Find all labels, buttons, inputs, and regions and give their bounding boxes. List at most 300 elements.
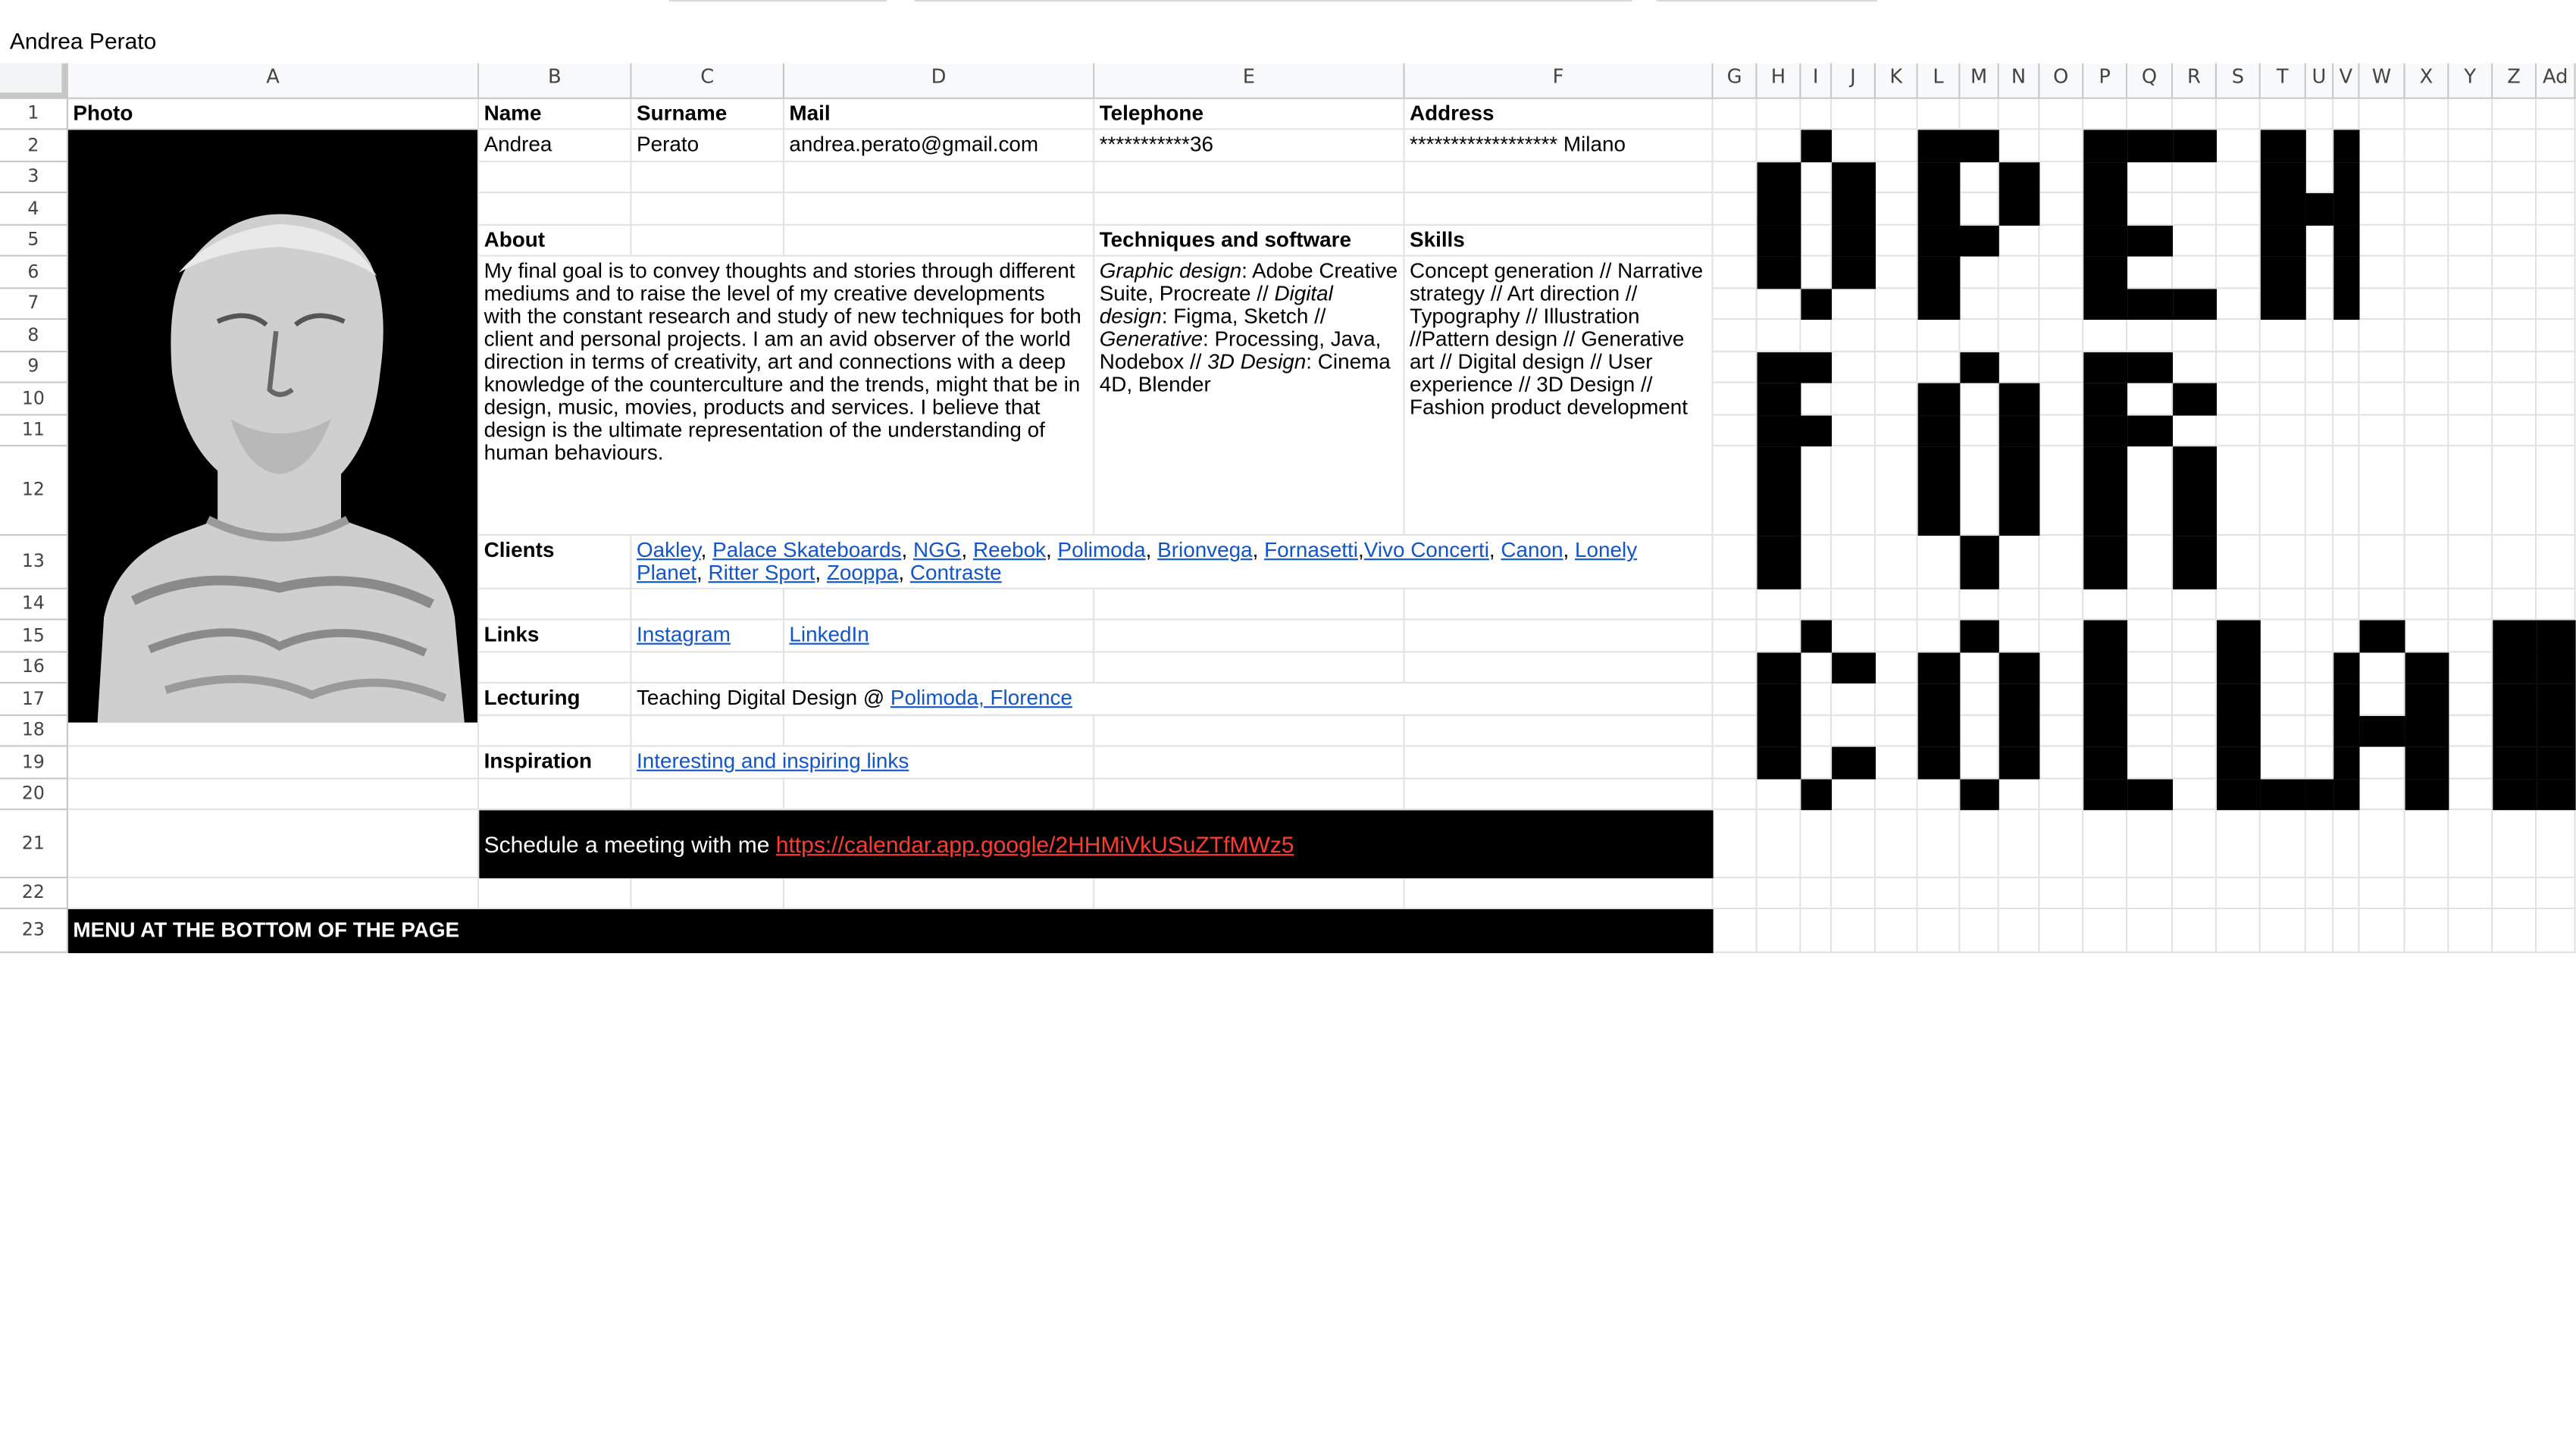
pixel-art-cell[interactable] [1758,193,1801,226]
pixel-art-cell[interactable] [1758,536,1801,589]
empty-cell[interactable] [2083,99,2127,130]
empty-cell[interactable] [2537,878,2575,909]
empty-cell[interactable] [784,226,1094,257]
empty-cell[interactable] [1876,536,1918,589]
empty-cell[interactable] [2083,589,2127,621]
column-header[interactable]: F [1405,64,1714,99]
inspiration-link[interactable]: Interesting and inspiring links [637,748,909,773]
pixel-art-cell[interactable] [1918,226,1961,257]
toolbar-tab[interactable] [1657,0,1877,2]
pixel-art-cell[interactable] [2493,747,2537,780]
header-surname[interactable]: Surname [632,99,784,130]
pixel-art-cell[interactable] [2537,716,2575,747]
pixel-art-cell[interactable] [2173,289,2217,320]
pixel-art-cell[interactable] [1758,446,1801,536]
pixel-art-cell[interactable] [2083,780,2127,811]
column-header[interactable]: B [479,64,631,99]
toolbar-tab[interactable] [914,0,1632,2]
empty-cell[interactable] [2173,909,2217,953]
client-link[interactable]: Canon [1501,537,1563,562]
address-value[interactable]: ****************** Milano [1405,130,1714,162]
empty-cell[interactable] [2173,683,2217,716]
row-header[interactable]: 15 [0,621,68,653]
pixel-art-cell[interactable] [2083,716,2127,747]
select-all-corner[interactable] [0,64,68,99]
empty-cell[interactable] [2306,383,2333,416]
pixel-art-cell[interactable] [2083,226,2127,257]
empty-cell[interactable] [2493,130,2537,162]
empty-cell[interactable] [2261,909,2306,953]
pixel-art-cell[interactable] [2083,536,2127,589]
column-header[interactable]: Y [2449,64,2493,99]
pixel-art-cell[interactable] [2333,257,2359,289]
empty-cell[interactable] [2449,99,2493,130]
pixel-art-cell[interactable] [1918,162,1961,193]
row-header[interactable]: 16 [0,652,68,683]
empty-cell[interactable] [1876,193,1918,226]
empty-cell[interactable] [2217,383,2261,416]
empty-cell[interactable] [2261,320,2306,352]
pixel-art-cell[interactable] [2261,780,2306,811]
empty-cell[interactable] [1832,383,1876,416]
empty-cell[interactable] [2537,257,2575,289]
column-header[interactable]: H [1758,64,1801,99]
empty-cell[interactable] [2261,683,2306,716]
empty-cell[interactable] [2127,909,2173,953]
pixel-art-cell[interactable] [2217,780,2261,811]
pixel-art-cell[interactable] [2173,446,2217,536]
name-value[interactable]: Andrea [479,130,631,162]
empty-cell[interactable] [1801,878,1832,909]
pixel-art-cell[interactable] [1960,536,1999,589]
row-header[interactable]: 13 [0,536,68,589]
pixel-art-cell[interactable] [2333,289,2359,320]
empty-cell[interactable] [1960,193,1999,226]
empty-cell[interactable] [2360,320,2405,352]
pixel-art-cell[interactable] [2173,383,2217,416]
empty-cell[interactable] [1801,446,1832,536]
empty-cell[interactable] [1876,747,1918,780]
empty-cell[interactable] [2039,716,2083,747]
empty-cell[interactable] [1960,810,1999,878]
empty-cell[interactable] [2217,416,2261,447]
column-header[interactable]: M [1960,64,1999,99]
empty-cell[interactable] [68,780,479,811]
empty-cell[interactable] [1094,878,1404,909]
empty-cell[interactable] [2039,99,2083,130]
row-header[interactable]: 6 [0,257,68,289]
empty-cell[interactable] [1758,99,1801,130]
empty-cell[interactable] [1876,383,1918,416]
empty-cell[interactable] [2405,352,2449,383]
empty-cell[interactable] [2333,383,2359,416]
empty-cell[interactable] [2306,289,2333,320]
empty-cell[interactable] [2405,536,2449,589]
empty-cell[interactable] [2261,99,2306,130]
pixel-art-cell[interactable] [1758,383,1801,416]
empty-cell[interactable] [1876,683,1918,716]
pixel-art-cell[interactable] [2083,130,2127,162]
empty-cell[interactable] [2306,99,2333,130]
empty-cell[interactable] [2537,416,2575,447]
empty-cell[interactable] [784,716,1094,747]
pixel-art-cell[interactable] [1999,747,2040,780]
column-header[interactable]: U [2306,64,2333,99]
pixel-art-cell[interactable] [2083,446,2127,536]
column-header[interactable]: O [2039,64,2083,99]
pixel-art-cell[interactable] [1918,747,1961,780]
pixel-art-cell[interactable] [2493,716,2537,747]
client-link[interactable]: Palace Skateboards [712,537,902,562]
empty-cell[interactable] [2039,878,2083,909]
column-header[interactable]: Ad [2537,64,2575,99]
empty-cell[interactable] [2217,162,2261,193]
empty-cell[interactable] [1999,878,2040,909]
empty-cell[interactable] [2306,716,2333,747]
row-header[interactable]: 14 [0,589,68,621]
empty-cell[interactable] [2360,652,2405,683]
empty-cell[interactable] [2405,130,2449,162]
empty-cell[interactable] [2127,716,2173,747]
empty-cell[interactable] [1876,810,1918,878]
empty-cell[interactable] [2405,320,2449,352]
empty-cell[interactable] [2039,130,2083,162]
empty-cell[interactable] [2405,446,2449,536]
empty-cell[interactable] [2493,878,2537,909]
empty-cell[interactable] [1801,909,1832,953]
empty-cell[interactable] [1832,352,1876,383]
empty-cell[interactable] [2217,909,2261,953]
empty-cell[interactable] [1801,320,1832,352]
row-header[interactable]: 19 [0,747,68,780]
row-header[interactable]: 17 [0,683,68,716]
empty-cell[interactable] [2261,446,2306,536]
client-link[interactable]: Ritter Sport [708,560,815,585]
empty-cell[interactable] [1960,162,1999,193]
empty-cell[interactable] [1876,716,1918,747]
client-link[interactable]: Oakley [637,537,701,562]
empty-cell[interactable] [2173,747,2217,780]
empty-cell[interactable] [2537,99,2575,130]
empty-cell[interactable] [1714,289,1758,320]
empty-cell[interactable] [2261,416,2306,447]
empty-cell[interactable] [632,226,784,257]
empty-cell[interactable] [1714,130,1758,162]
empty-cell[interactable] [2083,878,2127,909]
pixel-art-cell[interactable] [2217,683,2261,716]
empty-cell[interactable] [1876,130,1918,162]
empty-cell[interactable] [2261,747,2306,780]
pixel-art-cell[interactable] [1832,226,1876,257]
empty-cell[interactable] [68,810,479,878]
client-link[interactable]: NGG [912,537,962,562]
pixel-art-cell[interactable] [1918,683,1961,716]
links-header[interactable]: Links [479,621,631,653]
pixel-art-cell[interactable] [1918,416,1961,447]
pixel-art-cell[interactable] [2083,621,2127,653]
empty-cell[interactable] [2261,536,2306,589]
empty-cell[interactable] [1758,130,1801,162]
pixel-art-cell[interactable] [1801,780,1832,811]
client-link[interactable]: Lonely Planet [637,537,1638,585]
pixel-art-cell[interactable] [2127,352,2173,383]
empty-cell[interactable] [2493,320,2537,352]
empty-cell[interactable] [2493,193,2537,226]
empty-cell[interactable] [2083,909,2127,953]
empty-cell[interactable] [1999,352,2040,383]
empty-cell[interactable] [2217,99,2261,130]
pixel-art-cell[interactable] [2493,780,2537,811]
pixel-art-cell[interactable] [2261,162,2306,193]
empty-cell[interactable] [1758,780,1801,811]
empty-cell[interactable] [2537,320,2575,352]
empty-cell[interactable] [2217,130,2261,162]
empty-cell[interactable] [1801,683,1832,716]
empty-cell[interactable] [1832,810,1876,878]
empty-cell[interactable] [2173,226,2217,257]
empty-cell[interactable] [1918,780,1961,811]
empty-cell[interactable] [479,162,631,193]
pixel-art-cell[interactable] [1758,162,1801,193]
empty-cell[interactable] [2217,257,2261,289]
pixel-art-cell[interactable] [2083,683,2127,716]
pixel-art-cell[interactable] [1832,162,1876,193]
empty-cell[interactable] [1714,352,1758,383]
header-name[interactable]: Name [479,99,631,130]
empty-cell[interactable] [2493,909,2537,953]
empty-cell[interactable] [2449,621,2493,653]
empty-cell[interactable] [2173,416,2217,447]
empty-cell[interactable] [2405,226,2449,257]
empty-cell[interactable] [2449,536,2493,589]
empty-cell[interactable] [2333,810,2359,878]
header-mail[interactable]: Mail [784,99,1094,130]
pixel-art-cell[interactable] [2360,621,2405,653]
empty-cell[interactable] [1876,99,1918,130]
empty-cell[interactable] [1832,621,1876,653]
pixel-art-cell[interactable] [2333,747,2359,780]
empty-cell[interactable] [1999,810,2040,878]
empty-cell[interactable] [2217,536,2261,589]
empty-cell[interactable] [1999,589,2040,621]
row-header[interactable]: 21 [0,810,68,878]
client-link[interactable]: Reebok [972,537,1046,562]
empty-cell[interactable] [2127,683,2173,716]
pixel-art-cell[interactable] [1758,416,1801,447]
empty-cell[interactable] [2306,162,2333,193]
empty-cell[interactable] [1094,589,1404,621]
pixel-art-cell[interactable] [2127,780,2173,811]
empty-cell[interactable] [1714,716,1758,747]
lecturing-header[interactable]: Lecturing [479,683,631,716]
client-link[interactable]: Polimoda [1057,537,1146,562]
empty-cell[interactable] [1094,780,1404,811]
pixel-art-cell[interactable] [1999,446,2040,536]
empty-cell[interactable] [1999,289,2040,320]
empty-cell[interactable] [1960,652,1999,683]
empty-cell[interactable] [2537,446,2575,536]
empty-cell[interactable] [2405,383,2449,416]
empty-cell[interactable] [2127,162,2173,193]
lecturing-cell[interactable]: Teaching Digital Design @ Polimoda, Florence [632,683,1714,716]
pixel-art-cell[interactable] [1758,226,1801,257]
empty-cell[interactable] [1960,683,1999,716]
empty-cell[interactable] [1960,320,1999,352]
pixel-art-cell[interactable] [2493,652,2537,683]
pixel-art-cell[interactable] [2333,193,2359,226]
client-link[interactable]: Zooppa [826,560,899,585]
empty-cell[interactable] [2537,130,2575,162]
column-header[interactable]: D [784,64,1094,99]
empty-cell[interactable] [1801,193,1832,226]
empty-cell[interactable] [2261,621,2306,653]
row-header[interactable]: 20 [0,780,68,811]
pixel-art-cell[interactable] [1999,652,2040,683]
empty-cell[interactable] [2449,909,2493,953]
empty-cell[interactable] [1876,416,1918,447]
empty-cell[interactable] [2537,589,2575,621]
empty-cell[interactable] [1832,320,1876,352]
header-telephone[interactable]: Telephone [1094,99,1404,130]
empty-cell[interactable] [1960,416,1999,447]
empty-cell[interactable] [1918,536,1961,589]
pixel-art-cell[interactable] [1801,130,1832,162]
empty-cell[interactable] [2537,289,2575,320]
empty-cell[interactable] [2039,810,2083,878]
empty-cell[interactable] [1405,193,1714,226]
empty-cell[interactable] [1094,621,1404,653]
empty-cell[interactable] [1094,747,1404,780]
empty-cell[interactable] [2493,446,2537,536]
empty-cell[interactable] [1714,621,1758,653]
empty-cell[interactable] [1960,257,1999,289]
empty-cell[interactable] [2217,289,2261,320]
pixel-art-cell[interactable] [2083,289,2127,320]
empty-cell[interactable] [2537,536,2575,589]
empty-cell[interactable] [2537,383,2575,416]
empty-cell[interactable] [2537,226,2575,257]
empty-cell[interactable] [1960,878,1999,909]
column-header[interactable]: J [1832,64,1876,99]
empty-cell[interactable] [2360,162,2405,193]
pixel-art-cell[interactable] [1758,683,1801,716]
empty-cell[interactable] [1960,99,1999,130]
empty-cell[interactable] [1960,909,1999,953]
empty-cell[interactable] [1876,320,1918,352]
empty-cell[interactable] [2039,446,2083,536]
telephone-value[interactable]: ***********36 [1094,130,1404,162]
empty-cell[interactable] [2360,383,2405,416]
column-header[interactable]: I [1801,64,1832,99]
empty-cell[interactable] [1918,352,1961,383]
pixel-art-cell[interactable] [2261,226,2306,257]
empty-cell[interactable] [2360,99,2405,130]
empty-cell[interactable] [2405,193,2449,226]
empty-cell[interactable] [479,193,631,226]
empty-cell[interactable] [68,878,479,909]
empty-cell[interactable] [1405,780,1714,811]
pixel-art-cell[interactable] [2405,716,2449,747]
pixel-art-cell[interactable] [2261,257,2306,289]
empty-cell[interactable] [1801,716,1832,747]
pixel-art-cell[interactable] [2217,747,2261,780]
empty-cell[interactable] [479,780,631,811]
empty-cell[interactable] [1714,683,1758,716]
pixel-art-cell[interactable] [1832,193,1876,226]
empty-cell[interactable] [632,193,784,226]
empty-cell[interactable] [2039,383,2083,416]
empty-cell[interactable] [2173,716,2217,747]
empty-cell[interactable] [1832,716,1876,747]
pixel-art-cell[interactable] [2537,780,2575,811]
empty-cell[interactable] [2449,352,2493,383]
empty-cell[interactable] [1832,909,1876,953]
empty-cell[interactable] [2217,352,2261,383]
empty-cell[interactable] [2173,780,2217,811]
pixel-art-cell[interactable] [2493,683,2537,716]
row-header[interactable]: 11 [0,416,68,447]
empty-cell[interactable] [1832,780,1876,811]
empty-cell[interactable] [2039,193,2083,226]
empty-cell[interactable] [2493,352,2537,383]
empty-cell[interactable] [1918,621,1961,653]
empty-cell[interactable] [1714,320,1758,352]
empty-cell[interactable] [2127,446,2173,536]
empty-cell[interactable] [2360,352,2405,383]
pixel-art-cell[interactable] [2333,162,2359,193]
empty-cell[interactable] [2127,536,2173,589]
empty-cell[interactable] [2039,226,2083,257]
empty-cell[interactable] [2493,589,2537,621]
empty-cell[interactable] [2405,909,2449,953]
empty-cell[interactable] [2306,621,2333,653]
empty-cell[interactable] [2039,162,2083,193]
empty-cell[interactable] [1999,130,2040,162]
empty-cell[interactable] [1714,747,1758,780]
empty-cell[interactable] [2306,130,2333,162]
empty-cell[interactable] [1801,226,1832,257]
pixel-art-cell[interactable] [2333,652,2359,683]
pixel-art-cell[interactable] [2127,416,2173,447]
empty-cell[interactable] [2039,257,2083,289]
empty-cell[interactable] [1714,383,1758,416]
empty-cell[interactable] [1918,909,1961,953]
about-header[interactable]: About [479,226,631,257]
inspiration-header[interactable]: Inspiration [479,747,631,780]
empty-cell[interactable] [1714,652,1758,683]
column-header[interactable]: A [68,64,479,99]
empty-cell[interactable] [2449,320,2493,352]
empty-cell[interactable] [1960,747,1999,780]
client-link[interactable]: Brionvega [1157,537,1253,562]
empty-cell[interactable] [2360,416,2405,447]
column-header[interactable]: L [1918,64,1961,99]
pixel-art-cell[interactable] [2261,130,2306,162]
empty-cell[interactable] [1405,716,1714,747]
linkedin-link[interactable]: LinkedIn [789,621,869,646]
empty-cell[interactable] [2537,810,2575,878]
pixel-art-cell[interactable] [2127,130,2173,162]
empty-cell[interactable] [1405,589,1714,621]
row-header[interactable]: 4 [0,193,68,226]
empty-cell[interactable] [2127,747,2173,780]
empty-cell[interactable] [2306,536,2333,589]
empty-cell[interactable] [2083,810,2127,878]
empty-cell[interactable] [1876,621,1918,653]
empty-cell[interactable] [2173,589,2217,621]
pixel-art-cell[interactable] [1832,652,1876,683]
polimoda-link[interactable]: Polimoda, Florence [890,685,1072,710]
